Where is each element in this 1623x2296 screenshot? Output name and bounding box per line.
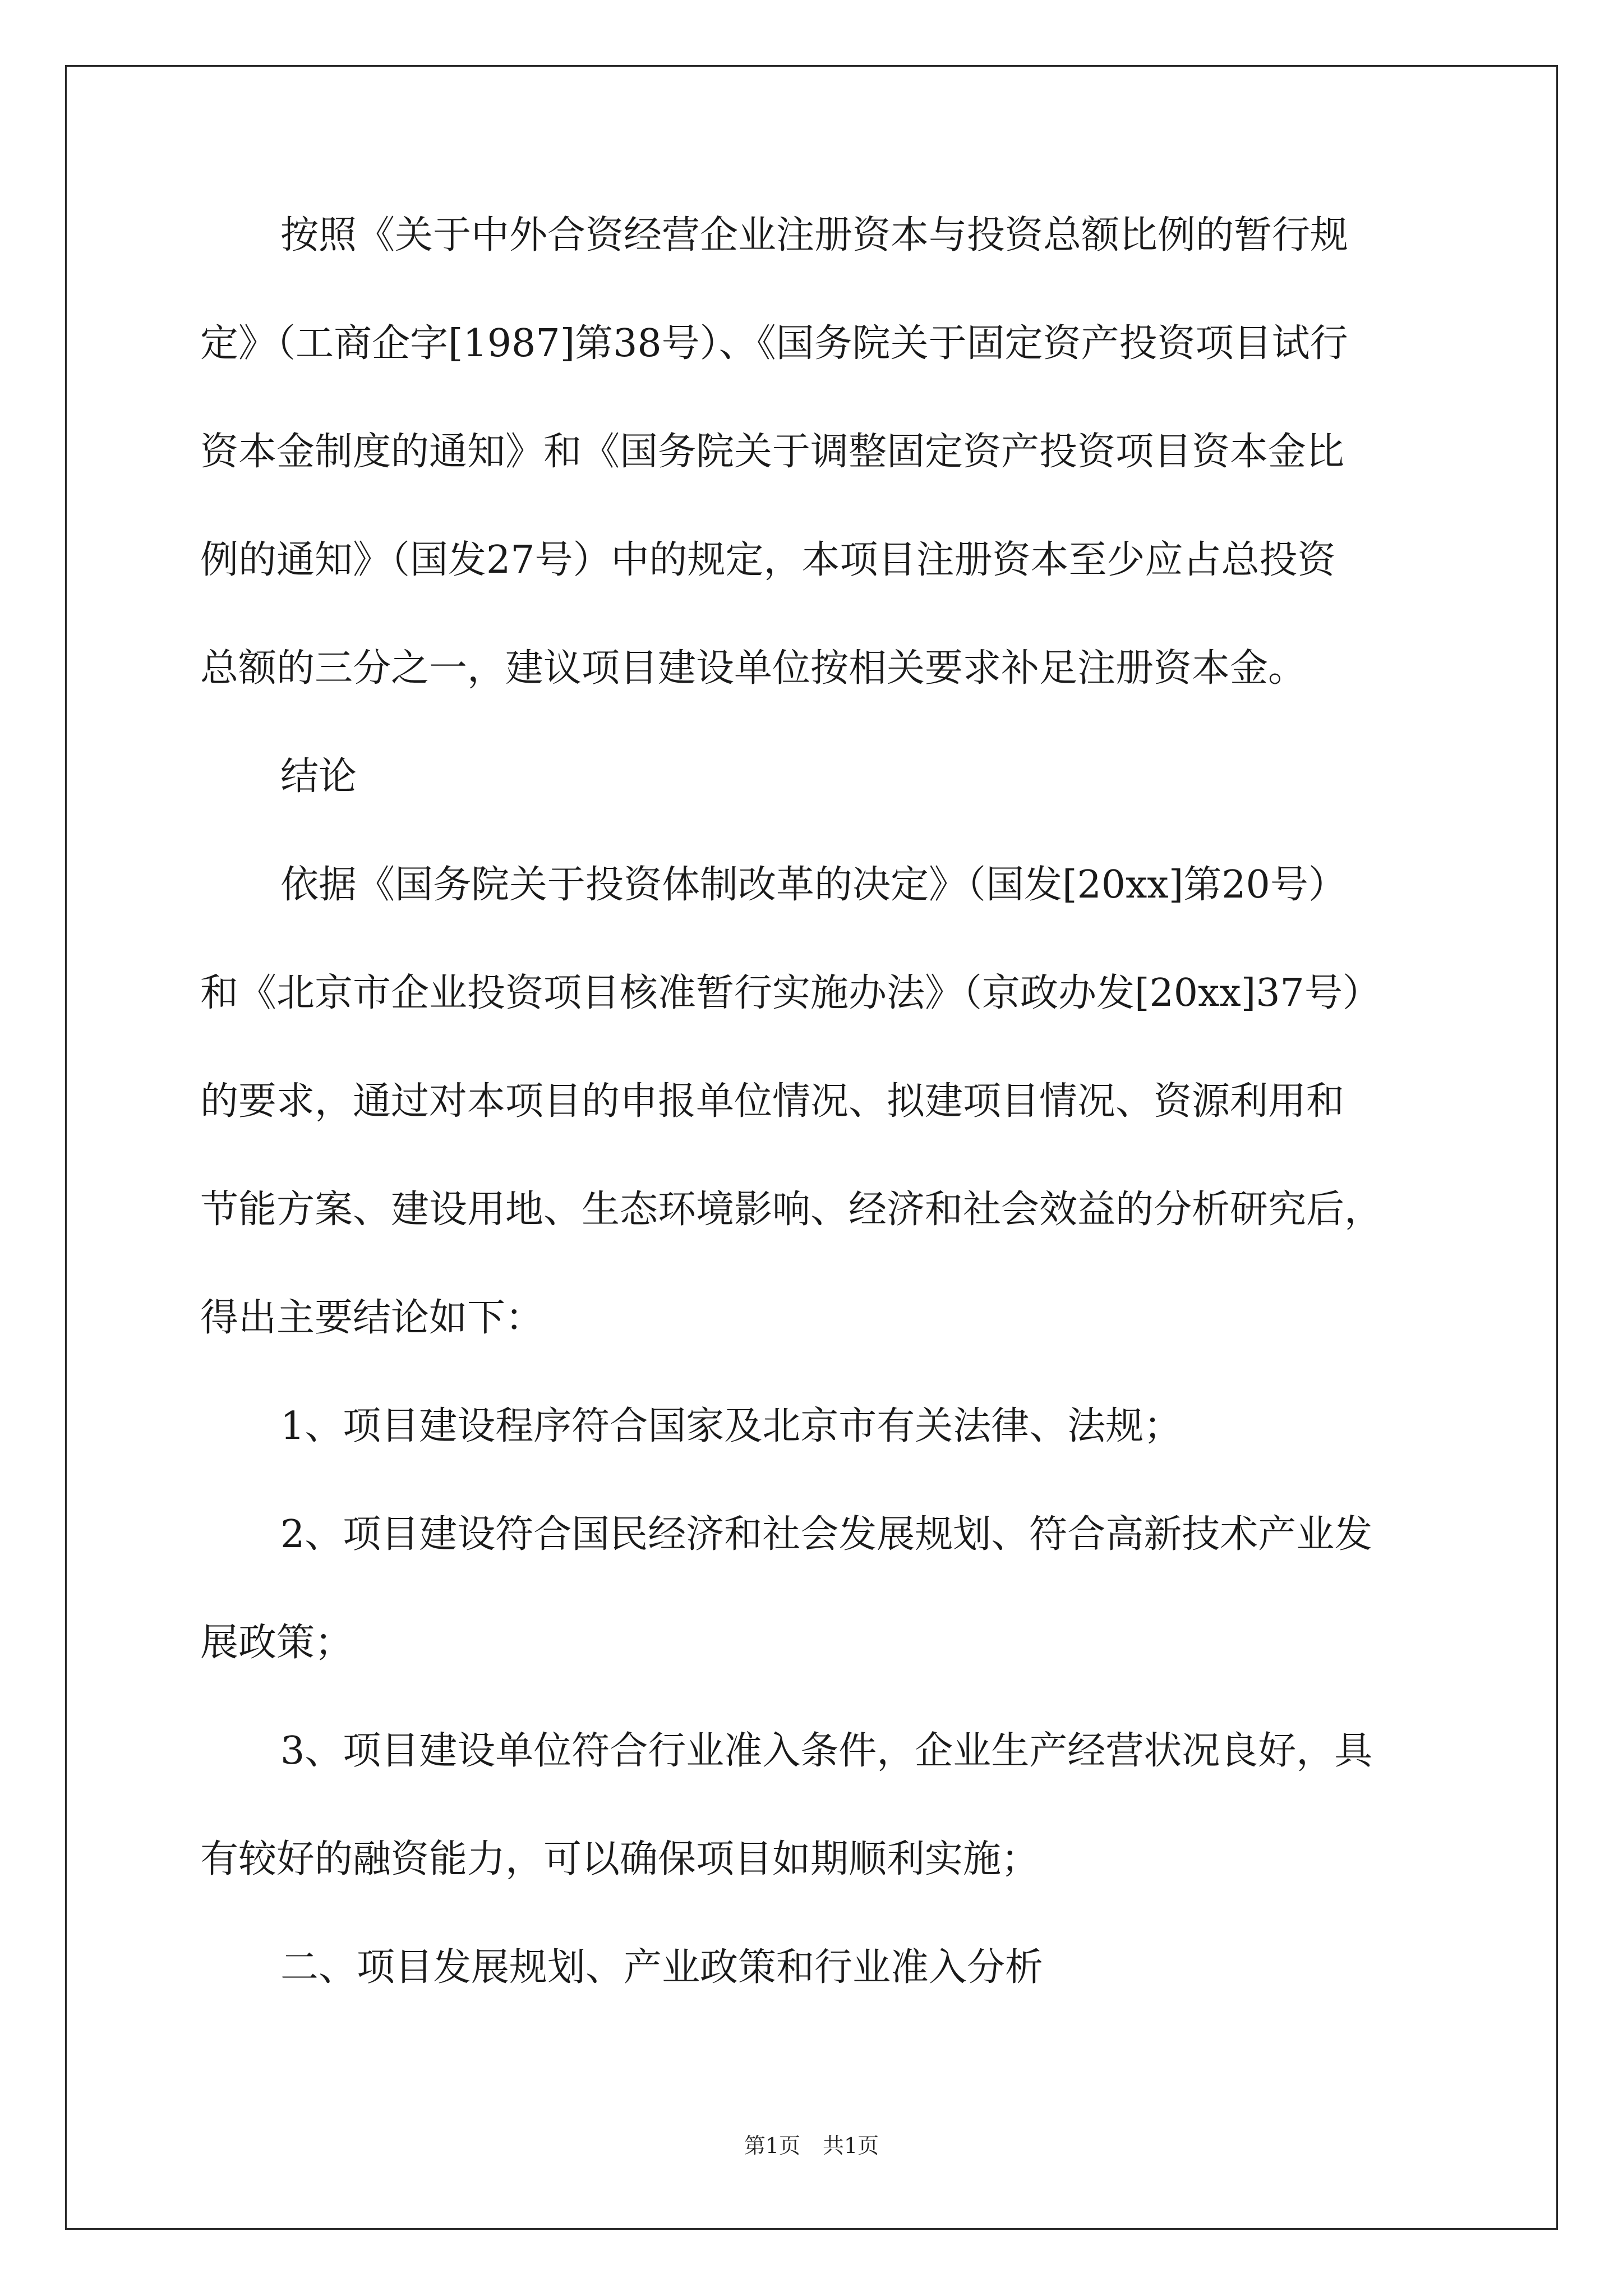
section-heading: 结论 [280, 754, 357, 799]
section-heading: 二、项目发展规划、产业政策和行业准入分析 [280, 1945, 1044, 1990]
paragraph-line: 节能方案、建设用地、生态环境影响、经济和社会效益的分析研究后， [200, 1188, 1383, 1232]
list-item-continuation: 展政策； [200, 1621, 353, 1665]
page-footer [0, 2132, 1623, 2160]
paragraph-line: 依据《国务院关于投资体制改革的决定》（国发[20xx]第20号） [280, 863, 1347, 907]
list-item: 1、项目建设程序符合国家及北京市有关法律、法规； [280, 1404, 1182, 1448]
paragraph-line: 定》（工商企字[1987]第38号）、《国务院关于固定资产投资项目试行 [200, 321, 1348, 366]
paragraph-line: 和《北京市企业投资项目核准暂行实施办法》（京政办发[20xx]37号） [200, 971, 1381, 1015]
list-item-continuation: 有较好的融资能力，可以确保项目如期顺利实施； [200, 1837, 1040, 1881]
page-number: 第1页 [744, 2133, 800, 2158]
paragraph-line: 的要求，通过对本项目的申报单位情况、拟建项目情况、资源利用和 [200, 1079, 1345, 1124]
list-item: 2、项目建设符合国民经济和社会发展规划、符合高新技术产业发 [280, 1512, 1373, 1557]
paragraph-line: 例的通知》（国发27号）中的规定，本项目注册资本至少应占总投资 [200, 538, 1336, 582]
paragraph-line: 总额的三分之一，建议项目建设单位按相关要求补足注册资本金。 [200, 646, 1307, 691]
page-total: 共1页 [823, 2133, 879, 2158]
paragraph-line: 资本金制度的通知》和《国务院关于调整固定资产投资项目资本金比 [200, 430, 1345, 474]
list-item: 3、项目建设单位符合行业准入条件，企业生产经营状况良好，具 [280, 1729, 1373, 1773]
paragraph-line: 得出主要结论如下： [200, 1296, 544, 1340]
paragraph-line: 按照《关于中外合资经营企业注册资本与投资总额比例的暂行规 [280, 213, 1349, 257]
page-border [65, 65, 1558, 2230]
